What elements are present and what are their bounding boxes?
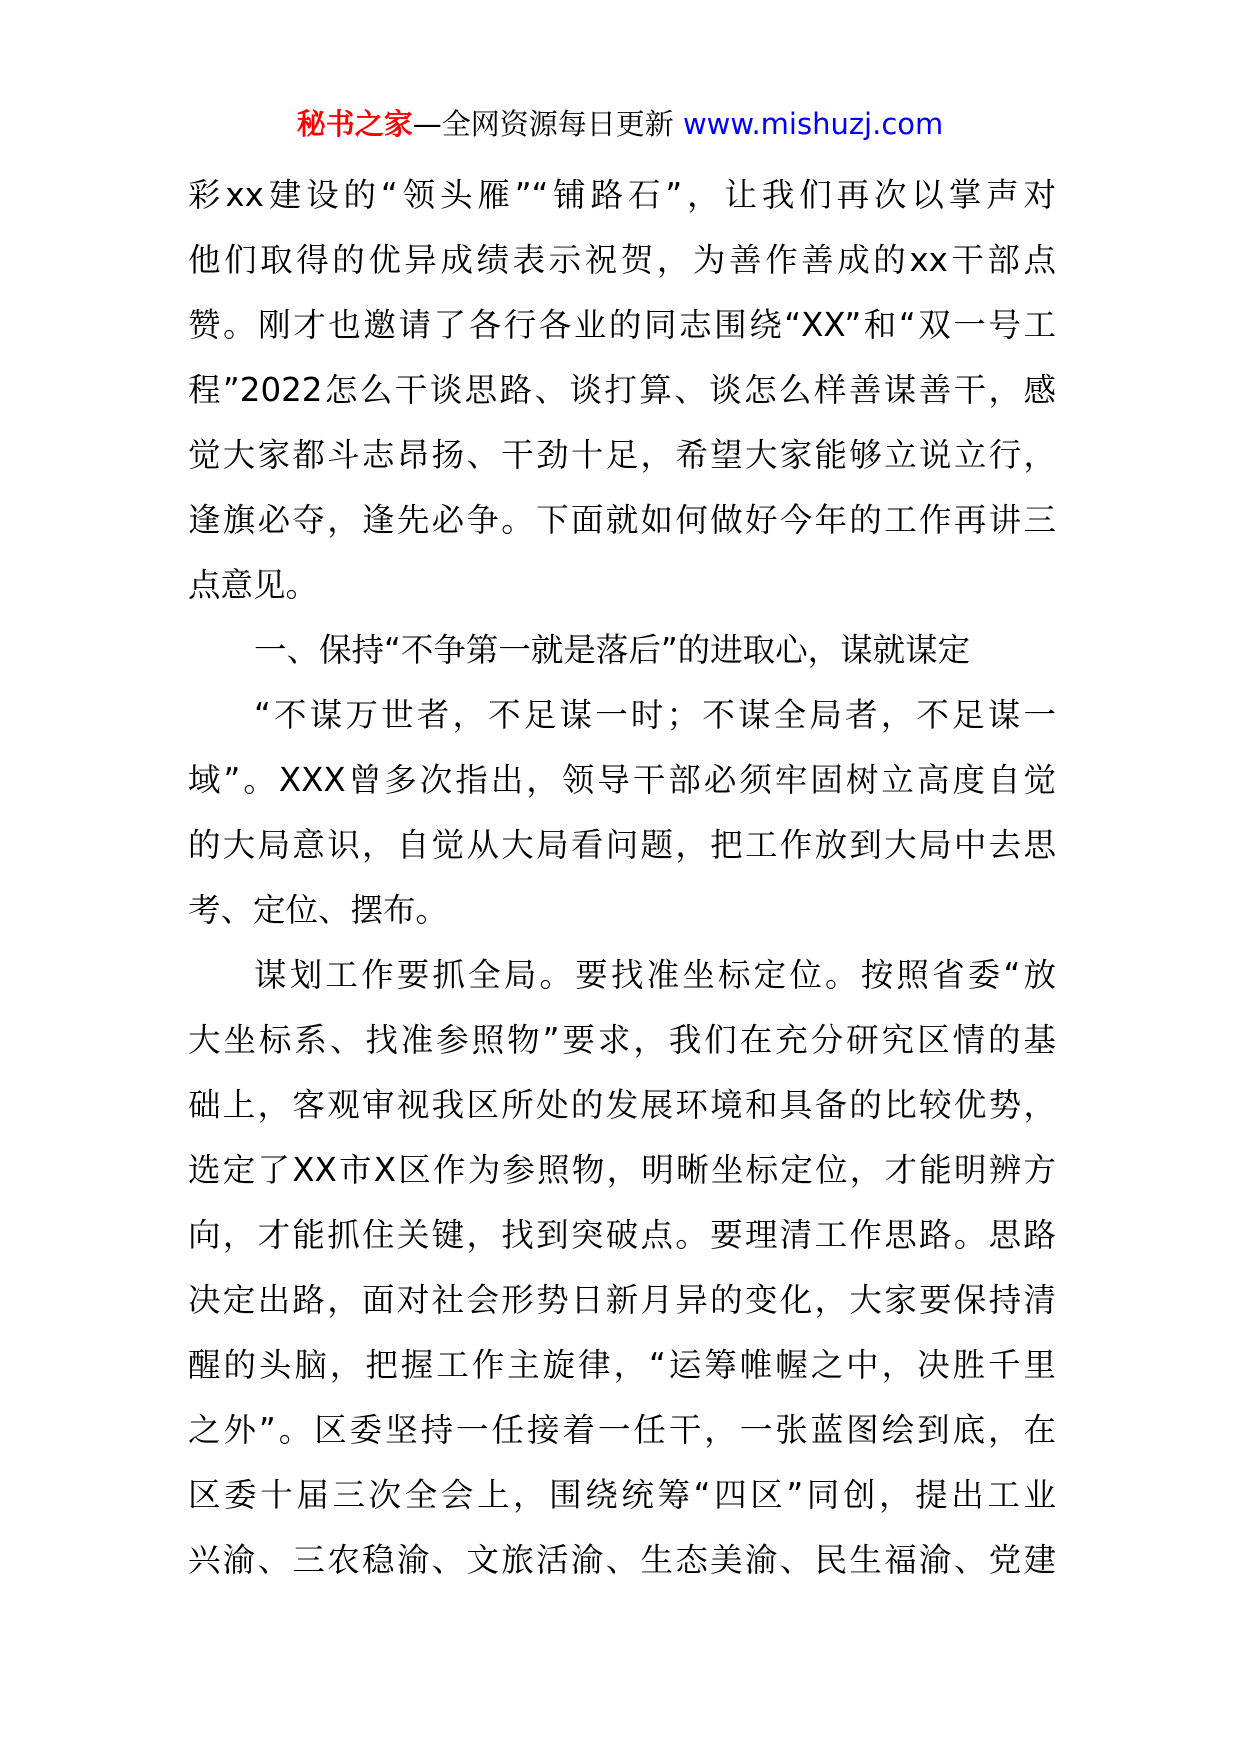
text-line: 大坐标系、找准参照物”要求，我们在充分研究区情的基 xyxy=(188,1021,1056,1059)
text-line: 他们取得的优异成绩表示祝贺，为善作善成的xx干部点 xyxy=(188,241,1056,279)
text-line: 彩xx建设的“领头雁”“铺路石”，让我们再次以掌声对 xyxy=(188,176,1056,214)
section-heading: 一、保持“不争第一就是落后”的进取心，谋就谋定 xyxy=(254,631,971,669)
header-tagline: —全网资源每日更新 xyxy=(412,107,674,141)
text-line: 醒的头脑，把握工作主旋律，“运筹帷幄之中，决胜千里 xyxy=(188,1346,1056,1384)
header-url-link[interactable]: www.mishuzj.com xyxy=(682,107,944,141)
document-body xyxy=(188,163,1056,1593)
text-line: 础上，客观审视我区所处的发展环境和具备的比较优势， xyxy=(188,1086,1056,1124)
text-line: 向，才能抓住关键，找到突破点。要理清工作思路。思路 xyxy=(188,1216,1056,1254)
text-line: “不谋万世者，不足谋一时；不谋全局者，不足谋一 xyxy=(254,696,1056,734)
text-line: 兴渝、三农稳渝、文旅活渝、生态美渝、民生福渝、党建 xyxy=(188,1541,1056,1579)
text-line: 决定出路，面对社会形势日新月异的变化，大家要保持清 xyxy=(188,1281,1056,1319)
text-line: 域”。XXX曾多次指出，领导干部必须牢固树立高度自觉 xyxy=(188,761,1056,799)
text-line: 之外”。区委坚持一任接着一任干，一张蓝图绘到底，在 xyxy=(188,1411,1056,1449)
text-line: 逢旗必夺，逢先必争。下面就如何做好今年的工作再讲三 xyxy=(188,501,1056,539)
text-line: 的大局意识，自觉从大局看问题，把工作放到大局中去思 xyxy=(188,826,1056,864)
text-line: 赞。刚才也邀请了各行各业的同志围绕“XX”和“双一号工 xyxy=(188,306,1056,344)
text-line: 谋划工作要抓全局。要找准坐标定位。按照省委“放 xyxy=(254,956,1056,994)
header-brand: 秘书之家 xyxy=(296,107,413,141)
text-line: 程”2022怎么干谈思路、谈打算、谈怎么样善谋善干，感 xyxy=(188,371,1056,409)
text-line: 觉大家都斗志昂扬、干劲十足，希望大家能够立说立行， xyxy=(188,436,1056,474)
text-line: 点意见。 xyxy=(188,566,319,604)
page-header xyxy=(0,100,1240,148)
text-line: 选定了XX市X区作为参照物，明晰坐标定位，才能明辨方 xyxy=(188,1151,1056,1189)
text-line: 考、定位、摆布。 xyxy=(188,891,449,929)
text-line: 区委十届三次全会上，围绕统筹“四区”同创，提出工业 xyxy=(188,1476,1056,1514)
